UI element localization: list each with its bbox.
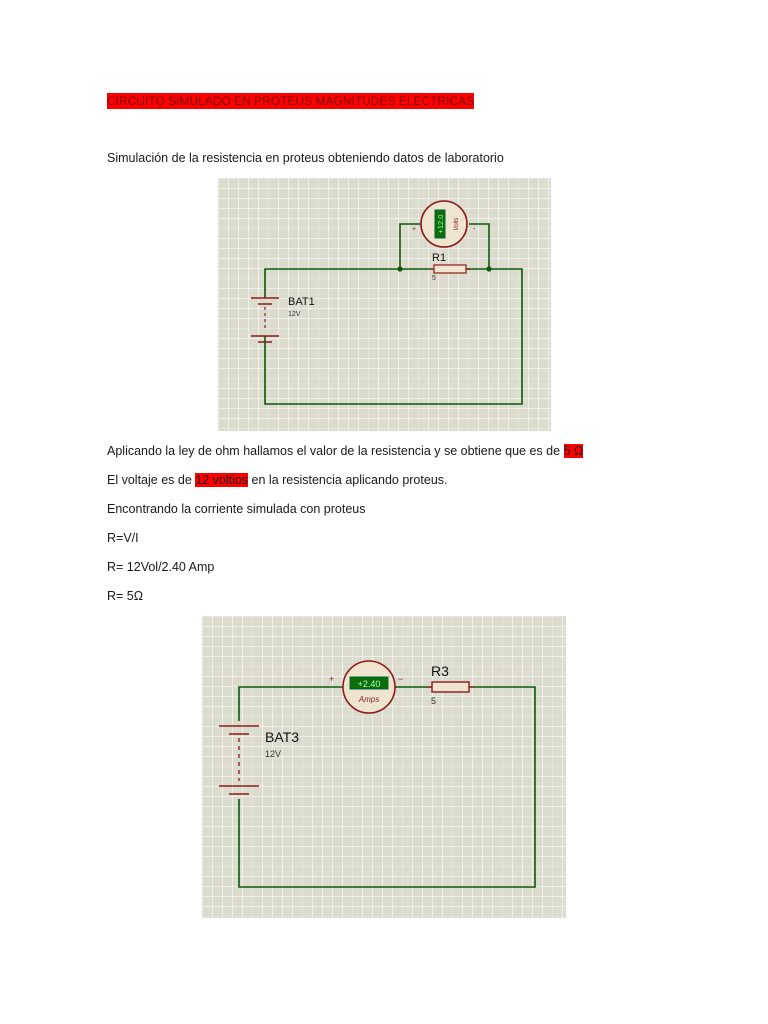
resistor-r3-value: 5 bbox=[431, 696, 437, 706]
resistor-r3 bbox=[428, 682, 473, 692]
circuit-figure-voltmeter bbox=[218, 178, 551, 431]
voltage-paragraph bbox=[107, 472, 448, 488]
voltage-text-post: en la resistencia aplicando proteus. bbox=[248, 473, 448, 487]
battery-bat3 bbox=[219, 726, 259, 794]
resistance-text: Aplicando la ley de ohm hallamos el valor de la resistencia y se obtiene que es de bbox=[107, 444, 564, 458]
voltage-highlight: 12 voltios bbox=[195, 473, 249, 487]
voltmeter-minus: - bbox=[473, 226, 476, 233]
battery-bat3-value: 12V bbox=[265, 749, 282, 759]
battery-bat3-name: BAT3 bbox=[265, 729, 299, 745]
junction-dot bbox=[397, 266, 402, 271]
voltage-text-pre: El voltaje es de bbox=[107, 473, 196, 487]
ammeter bbox=[343, 661, 395, 713]
ammeter-minus: − bbox=[398, 674, 404, 684]
document-heading: CIRCUITO SIMULADO EN PROTEUS MAGNITUDES ELECTRICAS bbox=[107, 94, 475, 108]
intro-paragraph: Simulación de la resistencia en proteus obteniendo datos de laboratorio bbox=[107, 151, 504, 165]
voltmeter-plus: + bbox=[412, 226, 417, 233]
circuit-figure-ammeter bbox=[202, 616, 566, 918]
battery-bat1 bbox=[251, 298, 279, 342]
ammeter-unit: Amps bbox=[358, 695, 380, 704]
battery-bat1-value: 12V bbox=[288, 311, 301, 318]
voltmeter-reading: +12.0 bbox=[436, 214, 445, 234]
resistance-paragraph bbox=[107, 443, 583, 459]
formula-line-3: R= 5Ω bbox=[107, 589, 144, 603]
resistor-r1-value: 5 bbox=[432, 275, 436, 282]
resistance-highlight: 5 Ω bbox=[563, 444, 584, 458]
resistor-r1 bbox=[430, 265, 470, 273]
circuit-diagram-2 bbox=[202, 616, 566, 918]
formula-line-1: R=V/I bbox=[107, 531, 139, 545]
battery-bat1-name: BAT1 bbox=[288, 296, 315, 308]
voltmeter bbox=[421, 201, 467, 247]
current-paragraph: Encontrando la corriente simulada con proteus bbox=[107, 502, 366, 516]
circuit-diagram-1 bbox=[218, 178, 551, 431]
ammeter-reading: +2.40 bbox=[357, 679, 381, 689]
ammeter-plus: + bbox=[329, 674, 335, 684]
junction-dot bbox=[486, 266, 491, 271]
formula-line-2: R= 12Vol/2.40 Amp bbox=[107, 560, 215, 574]
resistor-r1-name: R1 bbox=[432, 252, 447, 264]
resistor-r3-name: R3 bbox=[431, 663, 449, 679]
voltmeter-unit: Volts bbox=[454, 217, 460, 231]
